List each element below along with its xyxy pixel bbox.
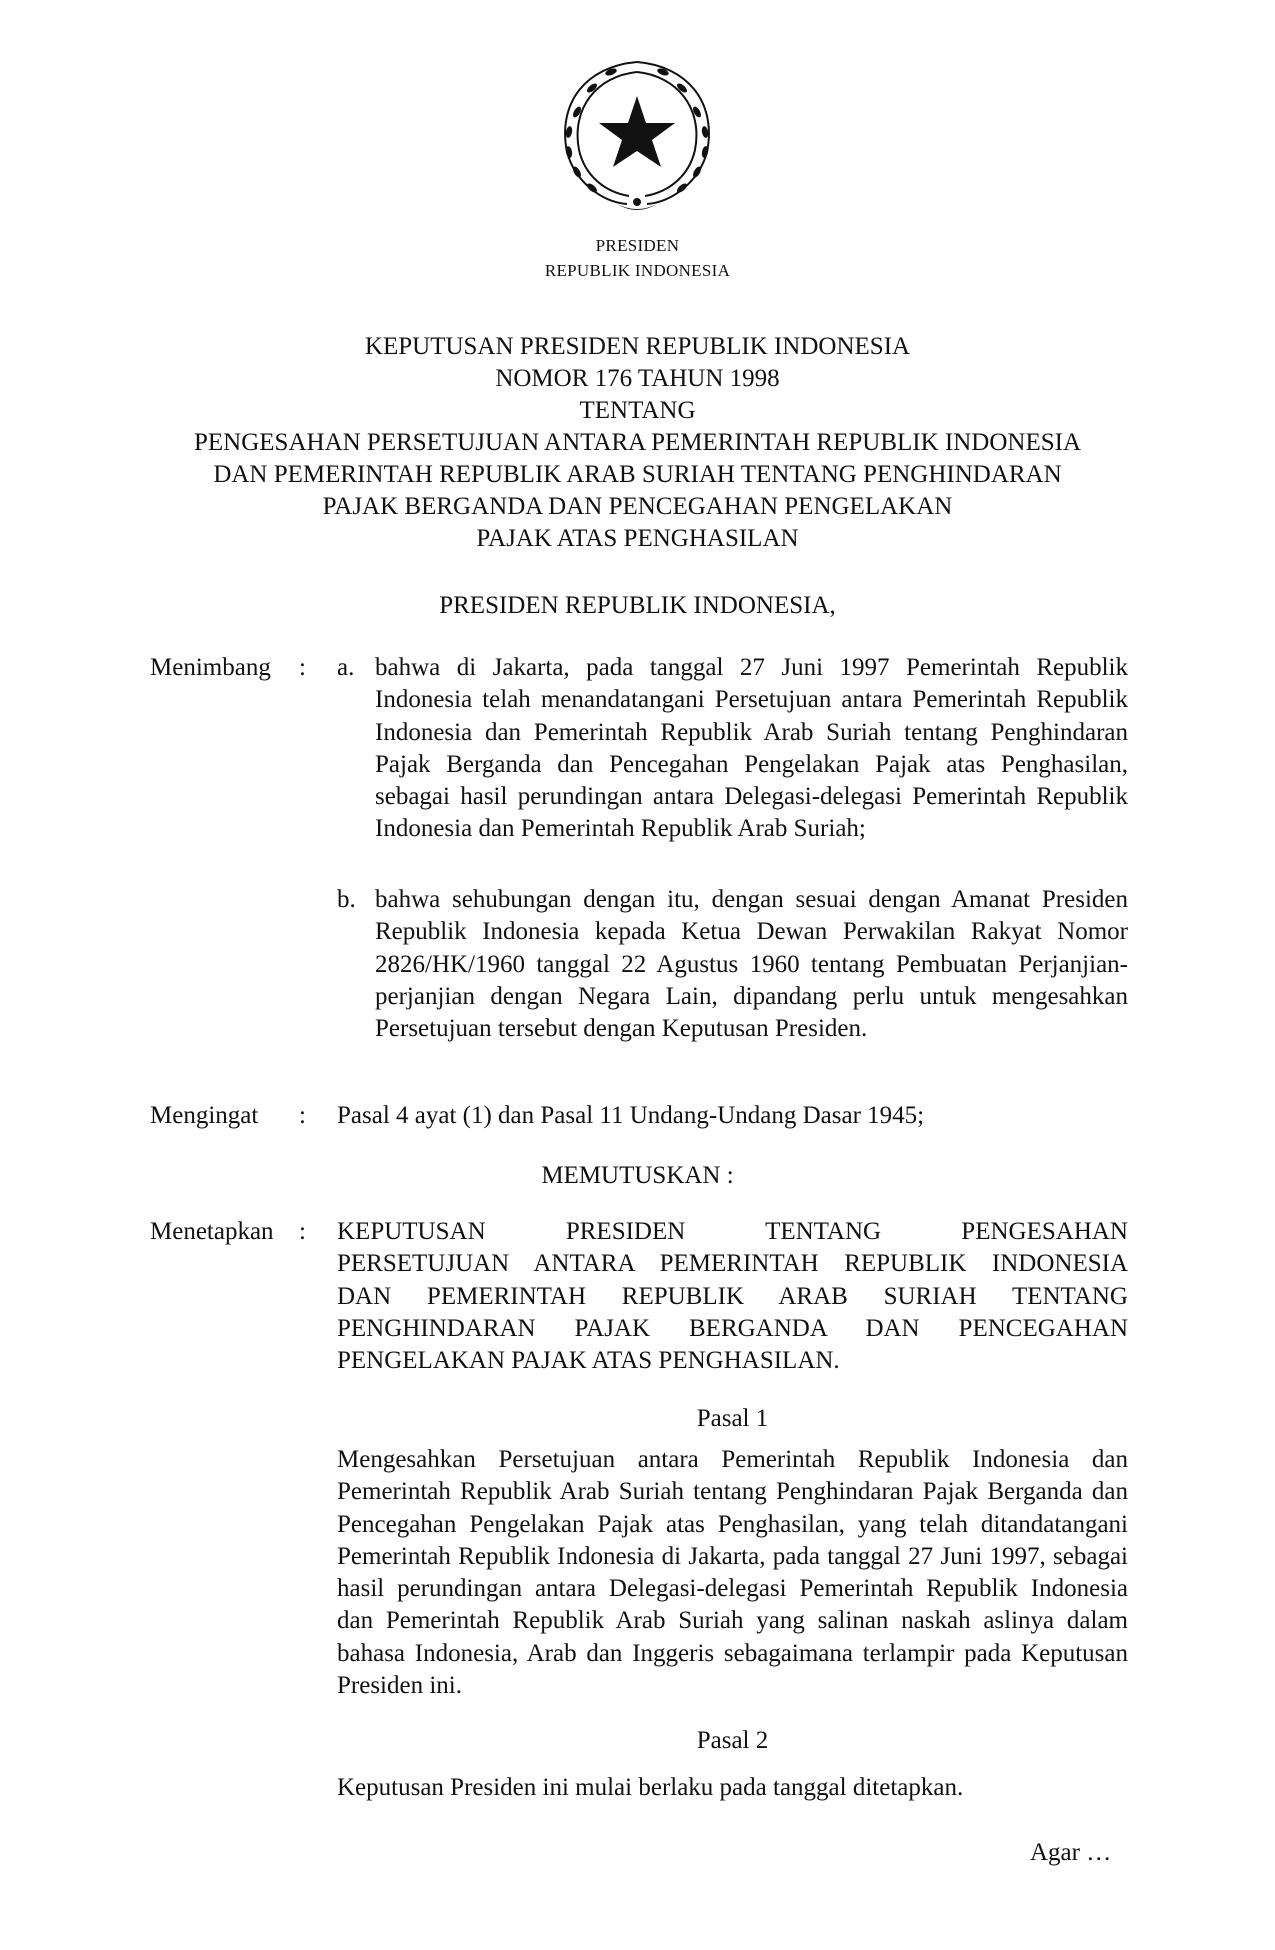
- menetapkan-line: DAN PEMERINTAH REPUBLIK ARAB SURIAH TENTANG: [337, 1282, 1128, 1310]
- garuda-star-wreath-emblem-icon: [547, 52, 727, 222]
- title-line: DAN PEMERINTAH REPUBLIK ARAB SURIAH TENTANG PENGHINDARAN: [213, 461, 1062, 488]
- mengingat-text: Pasal 4 ayat (1) dan Pasal 11 Undang-Undang Dasar 1945;: [337, 1102, 925, 1129]
- menetapkan-label: Menetapkan: [150, 1218, 274, 1245]
- pasal-2-text: Keputusan Presiden ini mulai berlaku pada tanggal ditetapkan.: [337, 1774, 964, 1801]
- pasal-1-heading: Pasal 1: [696, 1405, 769, 1432]
- title-line: PAJAK BERGANDA DAN PENCEGAHAN PENGELAKAN: [322, 493, 953, 520]
- menetapkan-line: KEPUTUSAN PRESIDEN TENTANG PENGESAHAN: [337, 1218, 1128, 1245]
- next-page-catchword: Agar …: [1030, 1839, 1112, 1866]
- menetapkan-text: [337, 1216, 1128, 1377]
- menetapkan-line: PERSETUJUAN ANTARA PEMERINTAH REPUBLIK INDONESIA: [337, 1250, 1128, 1278]
- menimbang-item-text: bahwa di Jakarta, pada tanggal 27 Juni 1997 Pemerintah Republik Indonesia telah menandatangani Persetujuan antara Pemerintah Republik Indonesia dan Pemerintah Republik Arab Suriah tentang Penghindaran Pajak Berganda dan Pencegahan Pengelakan Pajak atas Penghasilan, sebagai hasil perundingan antara Delegasi-delegasi Pemerintah Republik Indonesia dan Pemerintah Republik Arab Suriah;: [375, 654, 1128, 843]
- mengingat-label: Mengingat: [150, 1102, 259, 1129]
- presiden-statement: PRESIDEN REPUBLIK INDONESIA,: [439, 592, 836, 619]
- decree-title: [120, 331, 1155, 555]
- menetapkan-colon: :: [299, 1218, 306, 1245]
- menimbang-item-text: bahwa sehubungan dengan itu, dengan sesuai dengan Amanat Presiden Republik Indonesia kepada Ketua Dewan Perwakilan Rakyat Nomor 2826/HK/1960 tanggal 22 Agustus 1960 tentang Pembuatan Perjanjian-perjanjian dengan Negara Lain, dipandang perlu untuk mengesahkan Persetujuan tersebut dengan Keputusan Presiden.: [375, 886, 1128, 1043]
- mengingat-colon: :: [299, 1102, 306, 1129]
- pasal-1-text: Mengesahkan Persetujuan antara Pemerintah Republik Indonesia dan Pemerintah Republik Arab Suriah tentang Penghindaran Pajak Berganda dan Pencegahan Pengelakan Pajak atas Penghasilan, yang telah ditandatangani Pemerintah Republik Indonesia di Jakarta, pada tanggal 27 Juni 1997, sebagai hasil perundingan antara Delegasi-delegasi Pemerintah Republik Indonesia dan Pemerintah Republik Arab Suriah yang salinan naskah aslinya dalam bahasa Indonesia, Arab dan Inggeris sebagaimana terlampir pada Keputusan Presiden ini.: [337, 1446, 1128, 1700]
- title-line: NOMOR 176 TAHUN 1998: [495, 365, 780, 392]
- menetapkan-line: PENGELAKAN PAJAK ATAS PENGHASILAN.: [337, 1347, 840, 1375]
- title-line: PENGESAHAN PERSETUJUAN ANTARA PEMERINTAH REPUBLIK INDONESIA: [194, 429, 1081, 456]
- menimbang-label: Menimbang: [150, 654, 271, 681]
- menimbang-item-marker: b.: [337, 886, 356, 913]
- title-line: PAJAK ATAS PENGHASILAN: [476, 525, 799, 552]
- menetapkan-line: PENGHINDARAN PAJAK BERGANDA DAN PENCEGAHAN: [337, 1314, 1128, 1342]
- menimbang-item-marker: a.: [337, 654, 355, 681]
- title-line: KEPUTUSAN PRESIDEN REPUBLIK INDONESIA: [364, 333, 911, 360]
- header-republik-indonesia: REPUBLIK INDONESIA: [544, 261, 731, 280]
- pasal-2-heading: Pasal 2: [696, 1727, 769, 1754]
- header-presiden: PRESIDEN: [595, 236, 680, 255]
- menimbang-colon: :: [299, 654, 306, 681]
- memutuskan-heading: MEMUTUSKAN :: [541, 1162, 734, 1189]
- title-line: TENTANG: [579, 397, 696, 424]
